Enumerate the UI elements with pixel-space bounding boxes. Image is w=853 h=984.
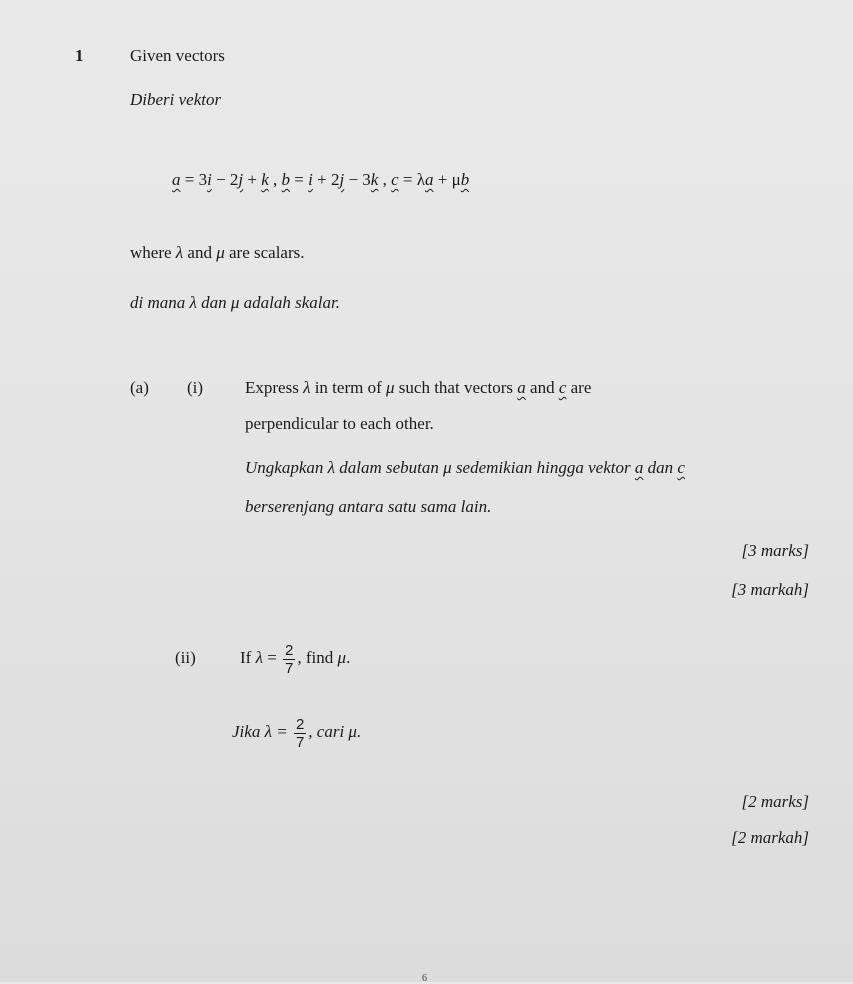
vector-c-symbol: c <box>391 170 399 189</box>
vector-a-symbol: a <box>172 170 181 189</box>
part-a-label: (a) <box>130 378 149 397</box>
separator: , <box>268 170 282 189</box>
text-fragment: Jika <box>232 722 265 741</box>
fraction <box>294 716 306 751</box>
mu-symbol: μ <box>216 243 225 262</box>
marks-malay <box>731 580 809 600</box>
lambda-symbol: λ <box>264 722 272 741</box>
text-fragment: sedemikian hingga vektor <box>451 458 635 477</box>
vector-b-expr-part: = <box>290 170 309 189</box>
part-a-ii-malay <box>232 710 361 754</box>
fraction-numerator: 2 <box>295 715 305 733</box>
question-number: 1 <box>75 46 84 65</box>
mu-symbol: μ <box>230 293 240 312</box>
unit-vector-j: j <box>339 170 345 189</box>
mu-symbol: μ <box>348 722 357 741</box>
vector-c-symbol: c <box>558 378 567 397</box>
vector-a-expr-part: = 3 <box>180 170 208 189</box>
vector-b-expr-part: + 2 <box>312 170 340 189</box>
fraction-numerator: 2 <box>285 641 294 659</box>
text-fragment: = <box>271 722 292 741</box>
marks-malay-text: [2 markah] <box>731 828 809 847</box>
vector-a-symbol: a <box>517 378 526 397</box>
unit-vector-i: i <box>308 170 313 189</box>
vector-a-expr-part: + <box>243 170 262 189</box>
vector-a-reference: a <box>424 170 434 189</box>
intro-english: Given vectors <box>130 46 225 65</box>
lambda-symbol: λ <box>303 378 311 397</box>
text-fragment: . <box>356 722 362 741</box>
text-fragment: Ungkapkan <box>245 458 328 477</box>
unit-vector-j: j <box>238 170 244 189</box>
text-fragment: . <box>346 648 351 667</box>
part-a-i-label: (i) <box>187 378 204 397</box>
text-fragment: di mana <box>130 293 190 312</box>
vector-a-expr-part: − 2 <box>211 170 239 189</box>
lambda-symbol: λ <box>327 458 335 477</box>
text-fragment: and <box>525 378 559 397</box>
marks-malay-text: [3 markah] <box>731 580 809 599</box>
text-fragment: = <box>262 648 282 667</box>
text-fragment: in term of <box>310 378 386 397</box>
vector-b-expr-part: − 3 <box>344 170 371 189</box>
mu-symbol: μ <box>386 378 395 397</box>
text-fragment: and <box>183 243 217 262</box>
page-number: 6 <box>422 973 427 984</box>
text-fragment: dan <box>643 458 678 477</box>
text-fragment: are <box>566 378 592 397</box>
part-a-ii-english <box>240 636 350 680</box>
text-fragment: adalah skalar. <box>239 293 341 312</box>
lambda-symbol: λ <box>255 648 263 667</box>
vector-c-symbol: c <box>677 458 685 477</box>
fraction-denominator: 7 <box>295 733 305 751</box>
text-fragment: are scalars. <box>224 243 305 262</box>
vector-b-reference: b <box>460 170 470 189</box>
text-fragment: where <box>130 243 176 262</box>
vector-c-expr-part: + μ <box>433 170 461 189</box>
part-a-ii-label: (ii) <box>175 648 196 667</box>
separator: , <box>378 170 392 189</box>
marks-malay <box>731 828 809 848</box>
fraction <box>283 642 295 677</box>
text-fragment: , find <box>297 648 338 667</box>
unit-vector-k: k <box>370 170 379 189</box>
text-fragment: , cari <box>308 722 349 741</box>
marks-english-text: [2 marks] <box>741 792 809 811</box>
unit-vector-k: k <box>261 170 269 189</box>
lambda-symbol: λ <box>175 243 184 262</box>
part-a-i-malay-line2: berserenjang antara satu sama lain. <box>245 497 492 516</box>
part-a-i-english-line2: perpendicular to each other. <box>245 414 434 433</box>
marks-english <box>741 792 809 812</box>
vector-c-expr-part: = λ <box>398 170 425 189</box>
part-a-i-malay-line1 <box>245 458 685 478</box>
text-fragment: such that vectors <box>394 378 518 397</box>
fraction-denominator: 7 <box>285 659 294 677</box>
vector-definitions <box>172 170 469 190</box>
marks-english <box>741 541 809 561</box>
mu-symbol: μ <box>337 648 347 667</box>
lambda-symbol: λ <box>189 293 197 312</box>
intro-malay: Diberi vektor <box>130 90 222 109</box>
vector-a-symbol: a <box>634 458 644 477</box>
part-a-i-english-line1 <box>245 378 591 398</box>
vector-b-symbol: b <box>281 170 291 189</box>
text-fragment: dan <box>196 293 231 312</box>
scalars-english <box>130 243 305 263</box>
unit-vector-i: i <box>207 170 212 189</box>
text-fragment: dalam sebutan <box>335 458 444 477</box>
marks-english-text: [3 marks] <box>741 541 809 560</box>
mu-symbol: μ <box>443 458 452 477</box>
text-fragment: Express <box>245 378 304 397</box>
scalars-malay <box>130 293 340 313</box>
text-fragment: If <box>240 648 256 667</box>
